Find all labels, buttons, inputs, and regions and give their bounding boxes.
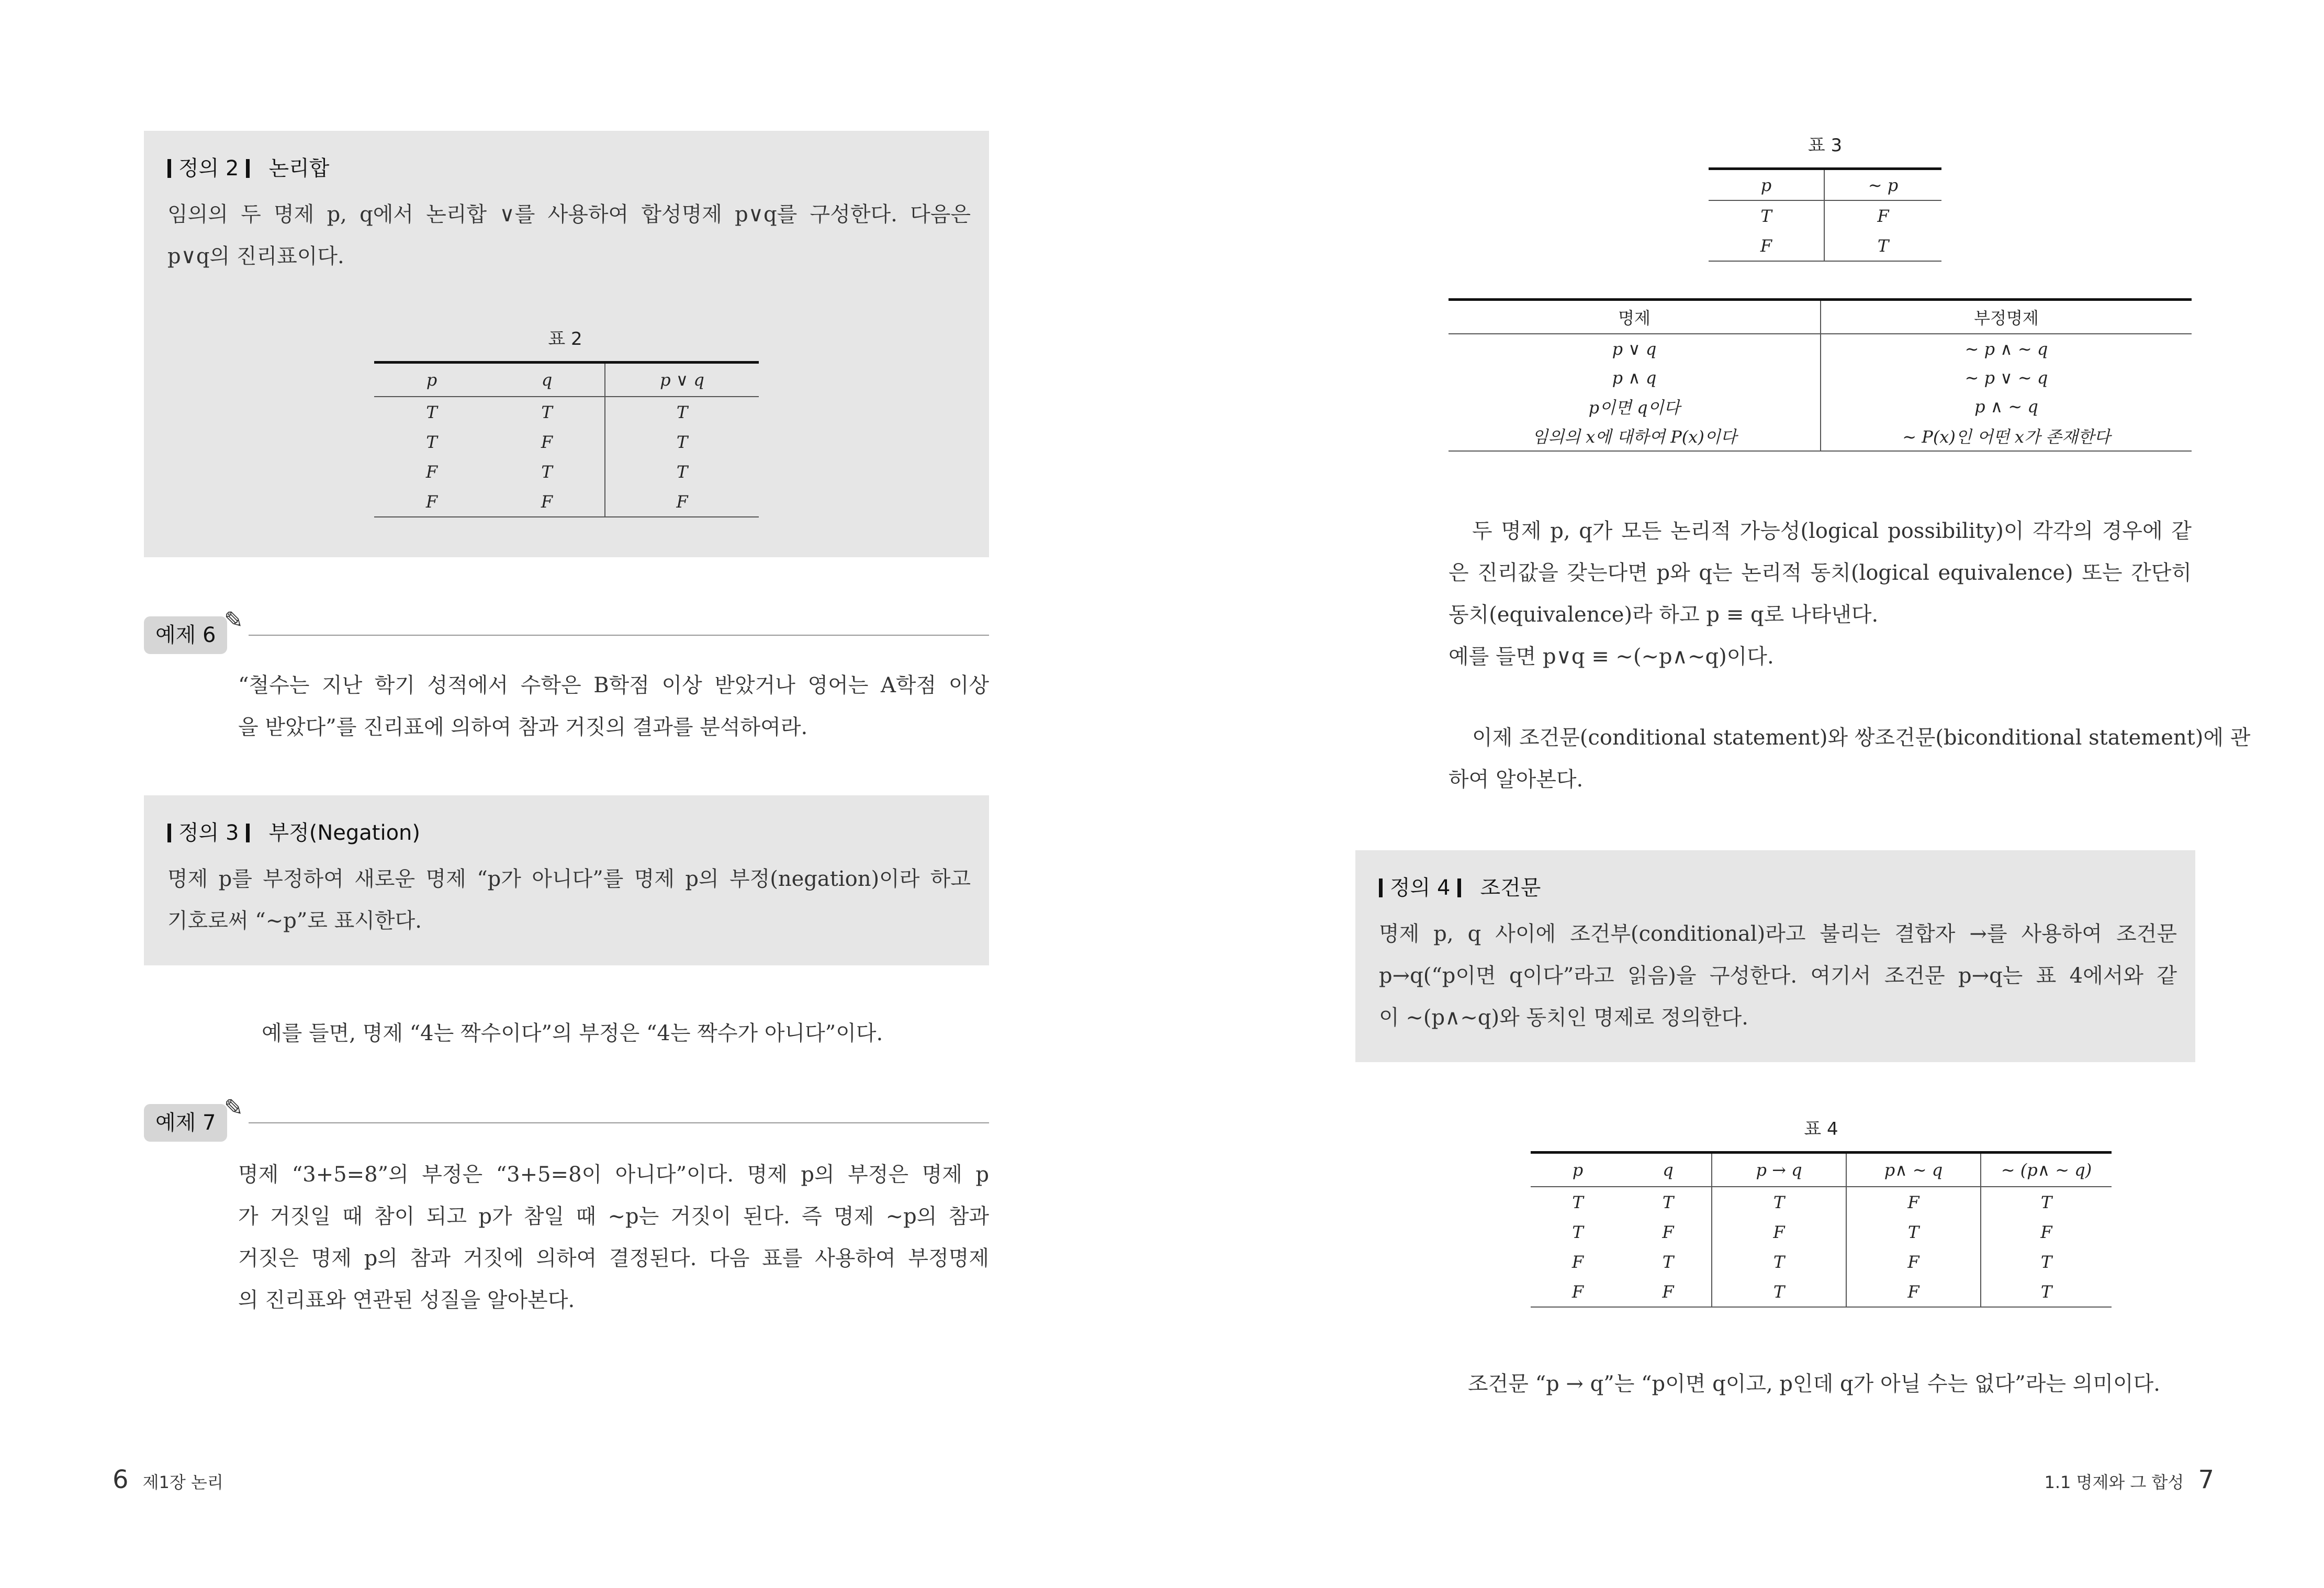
definition-4-title: 조건문	[1480, 876, 1541, 900]
definition-2-number: 정의 2	[178, 156, 239, 181]
body-line: 가 거짓일 때 참이 되고 p가 참일 때 ∼p는 거짓이 된다. 즉 명제 ∼p의 참과	[238, 1204, 989, 1229]
definition-4-number: 정의 4	[1390, 876, 1451, 900]
body-line: 예를 들면 p∨q ≡ ∼(∼p∧∼q)이다.	[1449, 645, 1774, 669]
table-cell: F	[489, 427, 605, 457]
table-cell: T	[2040, 1192, 2052, 1212]
page-number: 6	[113, 1465, 129, 1494]
table-cell: T	[1572, 1222, 1584, 1242]
definition-2-body	[167, 194, 971, 277]
table-cell: ∼ p ∧ ∼ q	[1964, 339, 2048, 359]
header-bar-right	[246, 159, 250, 178]
table-cell: F	[489, 487, 605, 517]
header-bar-right	[246, 824, 250, 842]
table-row	[1449, 363, 2192, 392]
table-cell: T	[1625, 1187, 1712, 1217]
table-row	[1449, 421, 2192, 451]
body-line: 임의의 두 명제 p, q에서 논리합 ∨를 사용하여 합성명제 p∨q를 구성한다. 다음은	[167, 202, 971, 227]
table-cell: p ∨ q	[1449, 334, 1821, 363]
table-cell: F	[1846, 1277, 1981, 1307]
table-row	[1531, 1247, 2112, 1277]
table-cell: F	[1709, 231, 1824, 261]
table-header: p ∨ q	[605, 363, 759, 397]
table-2-caption: 표 2	[548, 329, 582, 350]
pencil-icon: ✎	[224, 1095, 243, 1121]
table-row	[1531, 1277, 2112, 1307]
body-line: 이제 조건문(conditional statement)와 쌍조건문(biconditional statement)에 관	[1472, 726, 2251, 750]
table-row	[1709, 231, 1941, 261]
body-line: 은 진리값을 갖는다면 p와 q는 논리적 동치(logical equivalence) 또는 간단히	[1449, 561, 2192, 585]
table-header: p	[374, 363, 489, 397]
table-cell: F	[425, 461, 438, 482]
table-2	[374, 361, 759, 517]
example-6-body	[238, 665, 989, 748]
table-cell: T	[676, 461, 688, 482]
table-header: p∧ ∼ q	[1846, 1153, 1981, 1187]
table-row	[1449, 392, 2192, 421]
table-3	[1709, 167, 1941, 262]
table-row	[1709, 200, 1941, 231]
definition-3-body	[167, 858, 971, 942]
table-cell: T	[1981, 1277, 2112, 1307]
table-header: ∼ p	[1824, 169, 1941, 201]
table-cell: F	[1571, 1252, 1584, 1272]
table-cell: T	[1846, 1217, 1981, 1247]
table-cell: T	[676, 432, 688, 452]
table-cell: T	[1712, 1277, 1846, 1307]
negation-table	[1449, 298, 2192, 452]
section-title: 1.1 명제와 그 합성	[2044, 1472, 2184, 1492]
example-7-label: 예제 7	[144, 1104, 227, 1142]
table-cell: F	[1712, 1217, 1846, 1247]
definition-3-title: 부정(Negation)	[268, 821, 420, 845]
table-row	[1531, 1217, 2112, 1247]
header-bar-right	[1457, 879, 1461, 897]
table-cell: F	[1531, 1277, 1625, 1307]
definition-4-body	[1379, 913, 2177, 1039]
table-cell: T	[1712, 1187, 1846, 1217]
table-header: 명제	[1449, 300, 1821, 334]
header-bar-left	[167, 159, 171, 178]
table-cell: F	[1625, 1217, 1712, 1247]
definition-3-number: 정의 3	[178, 821, 239, 845]
left-footer	[113, 1465, 223, 1494]
body-line: 거짓은 명제 p의 참과 거짓에 의하여 결정된다. 다음 표를 사용하여 부정명제	[238, 1246, 989, 1270]
table-cell: T	[1625, 1247, 1712, 1277]
definition-2-title: 논리합	[268, 156, 330, 181]
table-header: p → q	[1712, 1153, 1846, 1187]
definition-2-header	[167, 152, 329, 182]
body-line: 명제 “3+5=8”의 부정은 “3+5=8이 아니다”이다. 명제 p의 부정은 명제 p	[238, 1163, 989, 1187]
body-line: “철수는 지난 학기 성적에서 수학은 B학점 이상 받았거나 영어는 A학점 이상	[238, 673, 989, 697]
table-cell: T	[1572, 1192, 1584, 1212]
table-cell: 임의의 x에 대하여 P(x)이다	[1449, 421, 1821, 451]
conditional-intro-paragraph	[1449, 717, 2251, 801]
table-cell: p ∧ ∼ q	[1974, 396, 2038, 416]
table-cell: p이면 q이다	[1449, 392, 1821, 421]
table-header: ∼ (p∧ ∼ q)	[1981, 1153, 2112, 1187]
table-4-caption: 표 4	[1804, 1119, 1838, 1140]
table-header: 부정명제	[1821, 300, 2192, 334]
table-cell: T	[1824, 231, 1941, 261]
table-cell: T	[676, 402, 688, 422]
table-header: q	[1625, 1153, 1712, 1187]
body-line: 동치(equivalence)라 하고 p ≡ q로 나타낸다.	[1449, 603, 1879, 627]
table-cell: ∼ p ∨ ∼ q	[1964, 367, 2048, 388]
body-line: 명제 p를 부정하여 새로운 명제 “p가 아니다”를 명제 p의 부정(negation)이라 하고	[167, 867, 971, 891]
table-cell: F	[2040, 1222, 2052, 1242]
table-cell: F	[1625, 1277, 1712, 1307]
table-header: q	[489, 363, 605, 397]
header-bar-left	[1379, 879, 1383, 897]
table-cell: F	[1846, 1247, 1981, 1277]
table-4	[1531, 1151, 2112, 1308]
table-cell: T	[1712, 1247, 1846, 1277]
example-6-label: 예제 6	[144, 616, 227, 654]
definition-3-header	[167, 816, 420, 846]
table-cell: p ∧ q	[1449, 363, 1821, 392]
table-cell: T	[489, 457, 605, 487]
table-3-caption: 표 3	[1807, 135, 1843, 156]
body-line: 두 명제 p, q가 모든 논리적 가능성(logical possibility)이 각각의 경우에 같	[1472, 519, 2192, 543]
body-line: 의 진리표와 연관된 성질을 알아본다.	[238, 1288, 575, 1312]
example-7-body	[238, 1154, 989, 1321]
table-cell: T	[1709, 200, 1824, 231]
page-number: 7	[2198, 1465, 2214, 1494]
body-line: 을 받았다”를 진리표에 의하여 참과 거짓의 결과를 분석하여라.	[238, 715, 808, 739]
table-cell: F	[605, 487, 759, 517]
body-line: 이 ∼(p∧∼q)와 동치인 명제로 정의한다.	[1379, 1006, 1748, 1030]
table-row	[374, 397, 759, 427]
equivalence-paragraph	[1449, 510, 2192, 678]
table-cell: F	[1846, 1187, 1981, 1217]
body-line: 기호로써 “∼p”로 표시한다.	[167, 909, 422, 933]
table-cell: T	[426, 402, 437, 422]
body-line: 조건문 “p → q”는 “p이면 q이고, p인데 q가 아닐 수는 없다”라는 의미이다.	[1468, 1372, 2160, 1396]
example-6-rule	[249, 635, 989, 636]
table-header: p	[1709, 169, 1824, 201]
table-row	[1449, 334, 2192, 363]
table-row	[374, 457, 759, 487]
body-line: 명제 p, q 사이에 조건부(conditional)라고 불리는 결합자 →를 사용하여 조건문	[1379, 922, 2177, 946]
example-sentence	[262, 1012, 994, 1054]
header-bar-left	[167, 824, 171, 842]
table-cell: T	[489, 397, 605, 427]
table-cell: F	[1877, 206, 1889, 226]
table-cell: F	[374, 487, 489, 517]
body-line: p∨q의 진리표이다.	[167, 244, 344, 268]
right-footer	[2044, 1465, 2214, 1494]
conditional-meaning-sentence	[1468, 1363, 2200, 1405]
table-cell: T	[2040, 1252, 2052, 1272]
body-line: 하여 알아본다.	[1449, 768, 1584, 792]
definition-4-header	[1379, 871, 1541, 901]
example-7-rule	[249, 1122, 989, 1123]
table-header: p	[1531, 1153, 1625, 1187]
pencil-icon: ✎	[224, 607, 243, 634]
table-cell: T	[426, 432, 437, 452]
table-row	[1531, 1187, 2112, 1217]
chapter-title: 제1장 논리	[142, 1472, 223, 1492]
table-cell: ∼ P(x)인 어떤 x가 존재한다	[1821, 421, 2192, 451]
body-line: p→q(“p이면 q이다”라고 읽음)을 구성한다. 여기서 조건문 p→q는 표 4에서와 같	[1379, 964, 2177, 988]
body-line: 예를 들면, 명제 “4는 짝수이다”의 부정은 “4는 짝수가 아니다”이다.	[262, 1021, 883, 1045]
table-row	[374, 427, 759, 457]
table-row	[374, 487, 759, 517]
